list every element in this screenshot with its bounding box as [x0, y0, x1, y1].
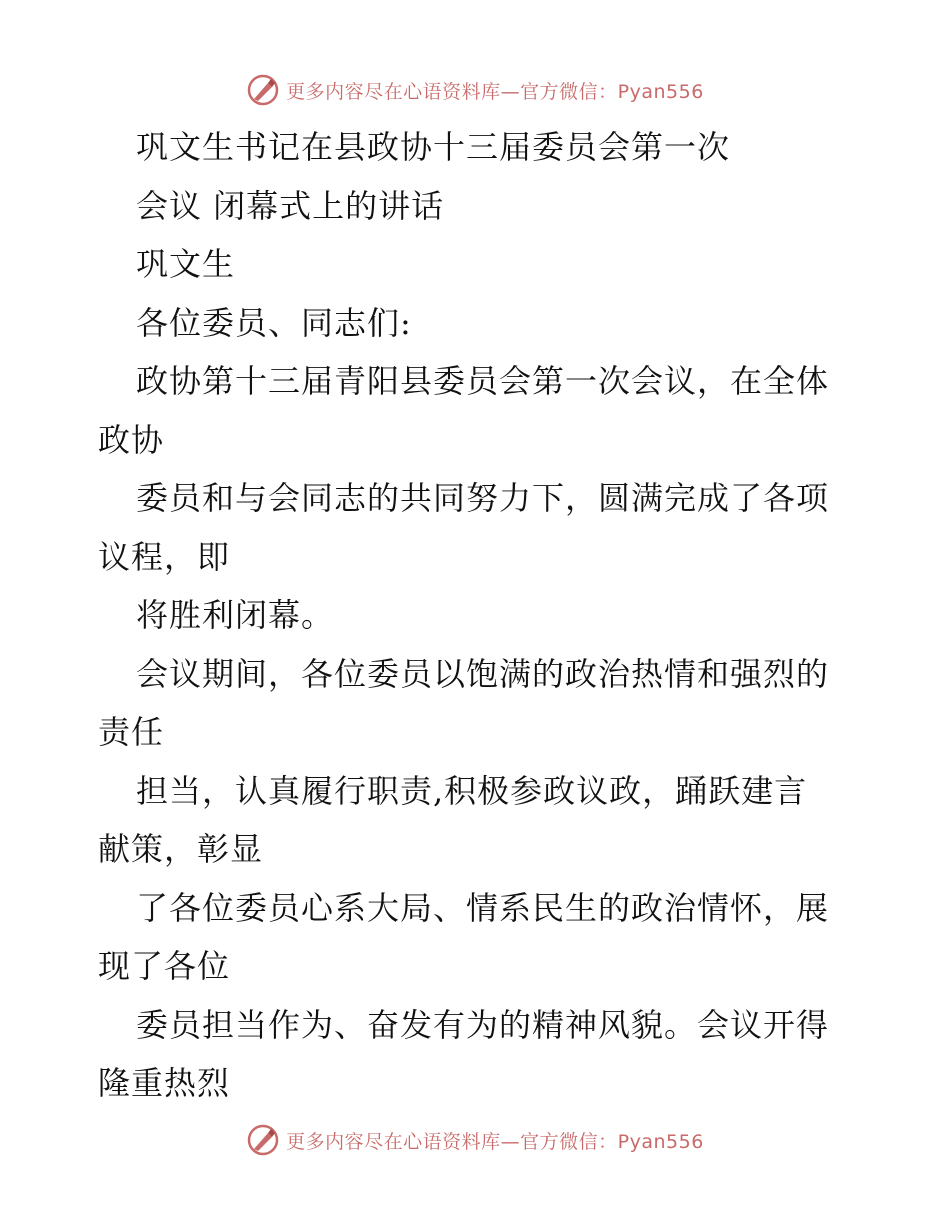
text-line: 政协第十三届青阳县委员会第一次会议，在全体 [136, 362, 830, 400]
text-line: 委员担当作为、奋发有为的精神风貌。会议开得 [136, 1005, 830, 1044]
text-line: 会议期间，各位委员以饱满的政治热情和强烈的 [136, 654, 830, 693]
text-line: 献策，彰显 [98, 830, 264, 868]
text-line: 了各位委员心系大局、情系民生的政治情怀，展 [136, 888, 830, 927]
text-line: 责任 [98, 713, 165, 751]
text-line: 会议 闭幕式上的讲话 [136, 186, 445, 225]
watermark-text: 更多内容尽在心语资料库—官方微信：Pyan556 [286, 80, 704, 103]
text-line: 巩文生书记在县政协十三届委员会第一次 [136, 128, 731, 166]
text-line: 委员和与会同志的共同努力下，圆满完成了各项 [136, 479, 830, 517]
watermark-header [0, 70, 950, 110]
pen-logo-icon [246, 73, 280, 107]
text-line: 议程，即 [98, 537, 231, 576]
text-line: 隆重热烈 [98, 1064, 231, 1102]
text-line: 担当，认真履行职责,积极参政议政，踊跃建言 [136, 771, 808, 810]
document-body [98, 118, 858, 1113]
text-line: 现了各位 [98, 947, 231, 985]
text-line: 各位委员、同志们: [136, 303, 412, 342]
watermark-footer [0, 1120, 950, 1160]
watermark-text: 更多内容尽在心语资料库—官方微信：Pyan556 [286, 1130, 704, 1153]
text-line: 将胜利闭幕。 [136, 596, 335, 634]
text-line: 政协 [98, 420, 165, 459]
pen-logo-icon [246, 1123, 280, 1157]
text-line: 巩文生 [136, 245, 236, 283]
